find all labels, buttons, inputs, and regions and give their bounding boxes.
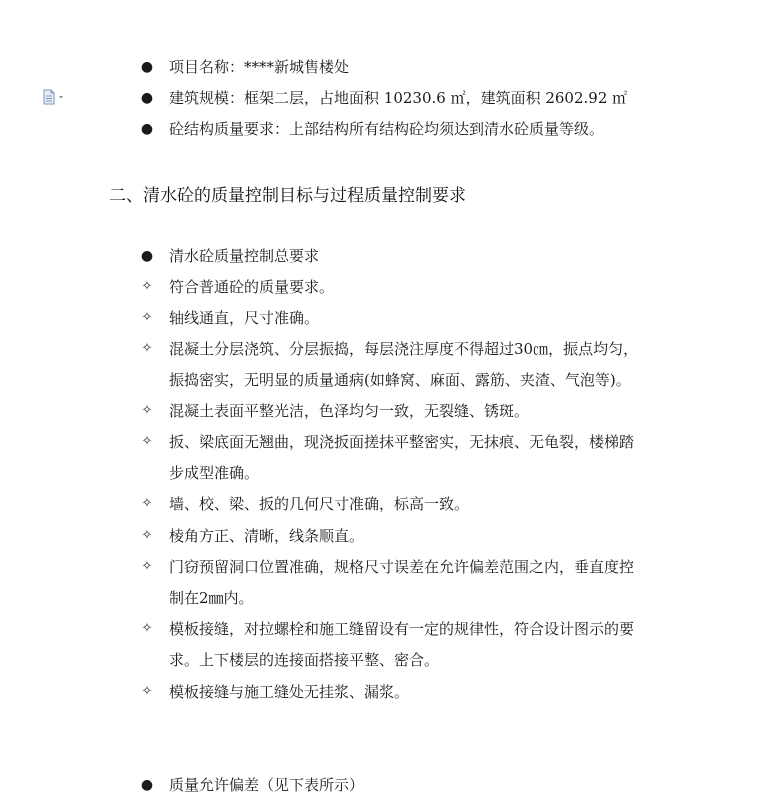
bullet-icon: ● <box>140 59 154 75</box>
star-bullet-icon: ✧ <box>141 434 153 449</box>
star-bullet-icon: ✧ <box>141 310 153 325</box>
star-bullet-icon: ✧ <box>141 403 153 418</box>
requirement-text: 步成型准确。 <box>169 464 260 482</box>
building-scale: 建筑规模：框架二层，占地面积 10230.6 ㎡，建筑面积 2602.92 ㎡ <box>169 89 628 107</box>
requirement-text: 制在2㎜内。 <box>169 589 254 607</box>
requirement-text: 门窃预留洞口位置准确，规格尺寸误差在允许偏差范围之内，垂直度控 <box>169 558 635 576</box>
requirement-text: 模板接缝，对拉螺栓和施工缝留设有一定的规律性，符合设计图示的要 <box>169 620 635 638</box>
requirement-text: 振捣密实，无明显的质量通病(如蜂窝、麻面、露筋、夹渣、气泡等)。 <box>169 371 631 389</box>
requirement-text: 扳、梁底面无翘曲，现浇扳面搓抹平整密实，无抹痕、无龟裂，楼梯踏 <box>169 433 635 451</box>
requirement-text: 棱角方正、清晰，线条顺直。 <box>169 527 365 545</box>
concrete-quality-requirement: 砼结构质量要求：上部结构所有结构砼均须达到清水砼质量等级。 <box>169 120 605 138</box>
bullet-icon: ● <box>140 90 154 106</box>
star-bullet-icon: ✧ <box>141 496 153 511</box>
star-bullet-icon: ✧ <box>141 528 153 543</box>
requirement-text: 混凝土表面平整光洁，色泽均匀一致，无裂缝、锈斑。 <box>169 402 530 420</box>
star-bullet-icon: ✧ <box>141 621 153 636</box>
requirement-text: 混凝土分层浇筑、分层振捣，每层浇注厚度不得超过30㎝，振点均匀， <box>169 340 639 358</box>
star-bullet-icon: ✧ <box>141 341 153 356</box>
section-heading: 二、清水砼的质量控制目标与过程质量控制要求 <box>109 186 466 206</box>
bullet-icon: ● <box>140 121 154 137</box>
bullet-icon: ● <box>140 248 154 264</box>
requirement-text: 求。上下楼层的连接面搭接平整、密合。 <box>169 651 440 669</box>
document-icon[interactable] <box>42 89 66 105</box>
requirement-text: 轴线通直，尺寸准确。 <box>169 309 320 327</box>
requirement-text: 模板接缝与施工缝处无挂浆、漏浆。 <box>169 683 410 701</box>
general-requirement-title: 清水砼质量控制总要求 <box>169 247 320 265</box>
star-bullet-icon: ✧ <box>141 559 153 574</box>
bullet-icon: ● <box>140 777 154 793</box>
requirement-text: 符合普通砼的质量要求。 <box>169 278 335 296</box>
project-name: 项目名称：****新城售楼处 <box>169 58 350 76</box>
tolerance-title: 质量允许偏差（见下表所示） <box>169 776 365 794</box>
requirement-text: 墙、校、梁、扳的几何尺寸准确，标高一致。 <box>169 495 470 513</box>
star-bullet-icon: ✧ <box>141 684 153 699</box>
star-bullet-icon: ✧ <box>141 279 153 294</box>
